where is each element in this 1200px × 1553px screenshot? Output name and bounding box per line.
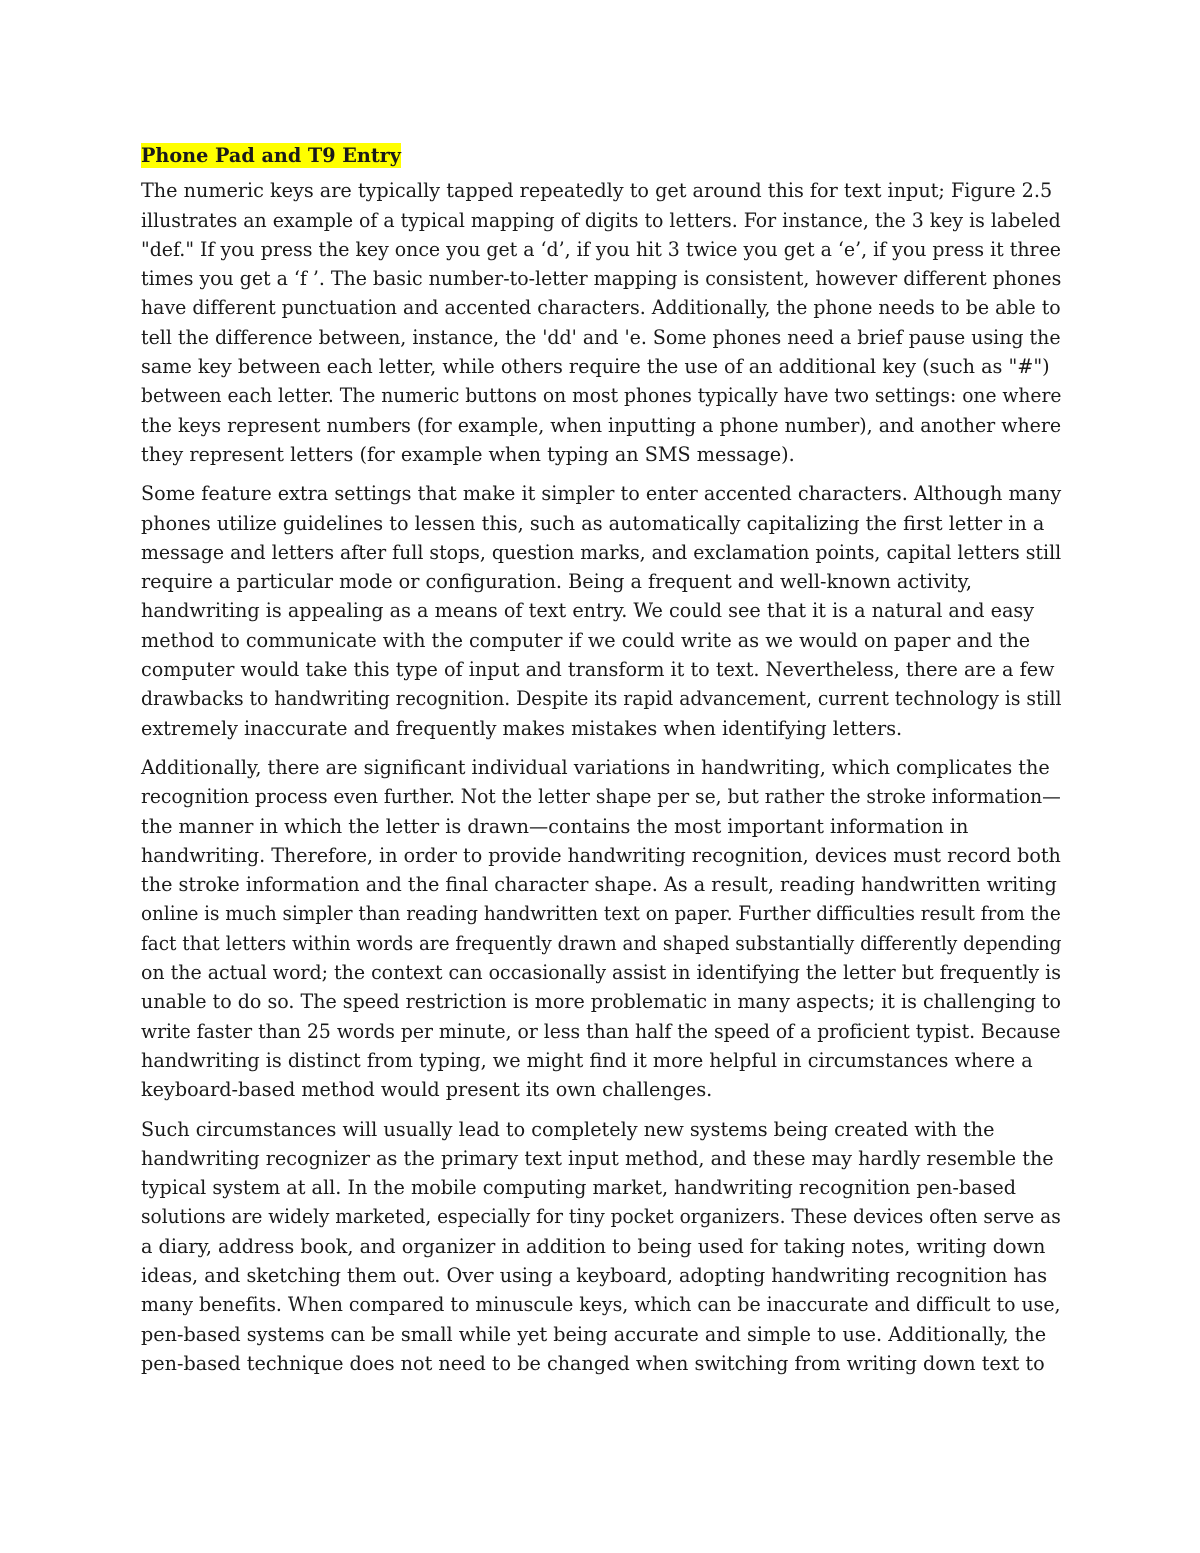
- text-line: the stroke information and the final character shape. As a result, reading handwritten writing: [141, 873, 1057, 897]
- text-line: the keys represent numbers (for example, when inputting a phone number), and another where: [141, 413, 1062, 437]
- section-heading: [141, 141, 1061, 170]
- text-line: message and letters after full stops, question marks, and exclamation points, capital letters still: [141, 540, 1062, 564]
- text-line: Additionally, there are significant individual variations in handwriting, which complicates the: [141, 755, 1050, 779]
- text-line: recognition process even further. Not the letter shape per se, but rather the stroke information—: [141, 785, 1061, 809]
- text-line: write faster than 25 words per minute, or less than half the speed of a proficient typist. Because: [141, 1019, 1061, 1043]
- text-line: extremely inaccurate and frequently makes mistakes when identifying letters.: [141, 716, 903, 740]
- text-line: on the actual word; the context can occasionally assist in identifying the letter but frequently is: [141, 961, 1061, 985]
- document-body: [141, 176, 1061, 1378]
- text-line: handwriting is appealing as a means of text entry. We could see that it is a natural and easy: [141, 599, 1035, 623]
- text-line: computer would take this type of input and transform it to text. Nevertheless, there are a few: [141, 658, 1055, 682]
- text-line: typical system at all. In the mobile computing market, handwriting recognition pen-based: [141, 1176, 1017, 1200]
- text-line: between each letter. The numeric buttons on most phones typically have two settings: one where: [141, 384, 1062, 408]
- text-line: they represent letters (for example when typing an SMS message).: [141, 442, 795, 466]
- text-line: solutions are widely marketed, especially for tiny pocket organizers. These devices often serve as: [141, 1205, 1061, 1229]
- document-page: [141, 141, 1061, 1388]
- text-line: ideas, and sketching them out. Over using a keyboard, adopting handwriting recognition has: [141, 1263, 1048, 1287]
- paragraph: [141, 753, 1061, 1105]
- text-line: handwriting. Therefore, in order to provide handwriting recognition, devices must record both: [141, 843, 1061, 867]
- text-line: illustrates an example of a typical mapping of digits to letters. For instance, the 3 key is labeled: [141, 208, 1061, 232]
- text-line: method to communicate with the computer if we could write as we would on paper and the: [141, 628, 1031, 652]
- text-line: handwriting recognizer as the primary text input method, and these may hardly resemble the: [141, 1146, 1054, 1170]
- text-line: same key between each letter, while others require the use of an additional key (such as "#"): [141, 355, 1050, 379]
- text-line: unable to do so. The speed restriction is more problematic in many aspects; it is challenging to: [141, 990, 1061, 1014]
- heading-highlight: Phone Pad and T9 Entry: [141, 144, 401, 167]
- text-line: fact that letters within words are frequently drawn and shaped substantially differently depending: [141, 931, 1062, 955]
- text-line: handwriting is distinct from typing, we might find it more helpful in circumstances where a: [141, 1048, 1033, 1072]
- text-line: Some feature extra settings that make it simpler to enter accented characters. Although many: [141, 482, 1062, 506]
- text-line: tell the difference between, instance, the 'dd' and 'e. Some phones need a brief pause using the: [141, 325, 1061, 349]
- text-line: the manner in which the letter is drawn—contains the most important information in: [141, 814, 969, 838]
- text-line: "def." If you press the key once you get a ‘d’, if you hit 3 twice you get a ‘e’, if you press it three: [141, 237, 1061, 261]
- text-line: times you get a ‘f ’. The basic number-to-letter mapping is consistent, however different phones: [141, 267, 1062, 291]
- text-line: drawbacks to handwriting recognition. Despite its rapid advancement, current technology is still: [141, 687, 1062, 711]
- paragraph: [141, 1115, 1061, 1379]
- text-line: require a particular mode or configuration. Being a frequent and well-known activity,: [141, 570, 973, 594]
- text-line: keyboard-based method would present its own challenges.: [141, 1078, 713, 1102]
- paragraph: [141, 176, 1061, 469]
- text-line: have different punctuation and accented characters. Additionally, the phone needs to be able to: [141, 296, 1061, 320]
- text-line: The numeric keys are typically tapped repeatedly to get around this for text input; Figure 2.5: [141, 179, 1053, 203]
- text-line: phones utilize guidelines to lessen this, such as automatically capitalizing the first letter in a: [141, 511, 1045, 535]
- text-line: many benefits. When compared to minuscule keys, which can be inaccurate and difficult to use,: [141, 1293, 1061, 1317]
- text-line: pen-based systems can be small while yet being accurate and simple to use. Additionally, the: [141, 1322, 1047, 1346]
- text-line: online is much simpler than reading handwritten text on paper. Further difficulties result from the: [141, 902, 1061, 926]
- text-line: a diary, address book, and organizer in addition to being used for taking notes, writing down: [141, 1234, 1046, 1258]
- text-line: pen-based technique does not need to be changed when switching from writing down text to: [141, 1351, 1045, 1375]
- text-line: Such circumstances will usually lead to completely new systems being created with the: [141, 1117, 995, 1141]
- paragraph: [141, 479, 1061, 743]
